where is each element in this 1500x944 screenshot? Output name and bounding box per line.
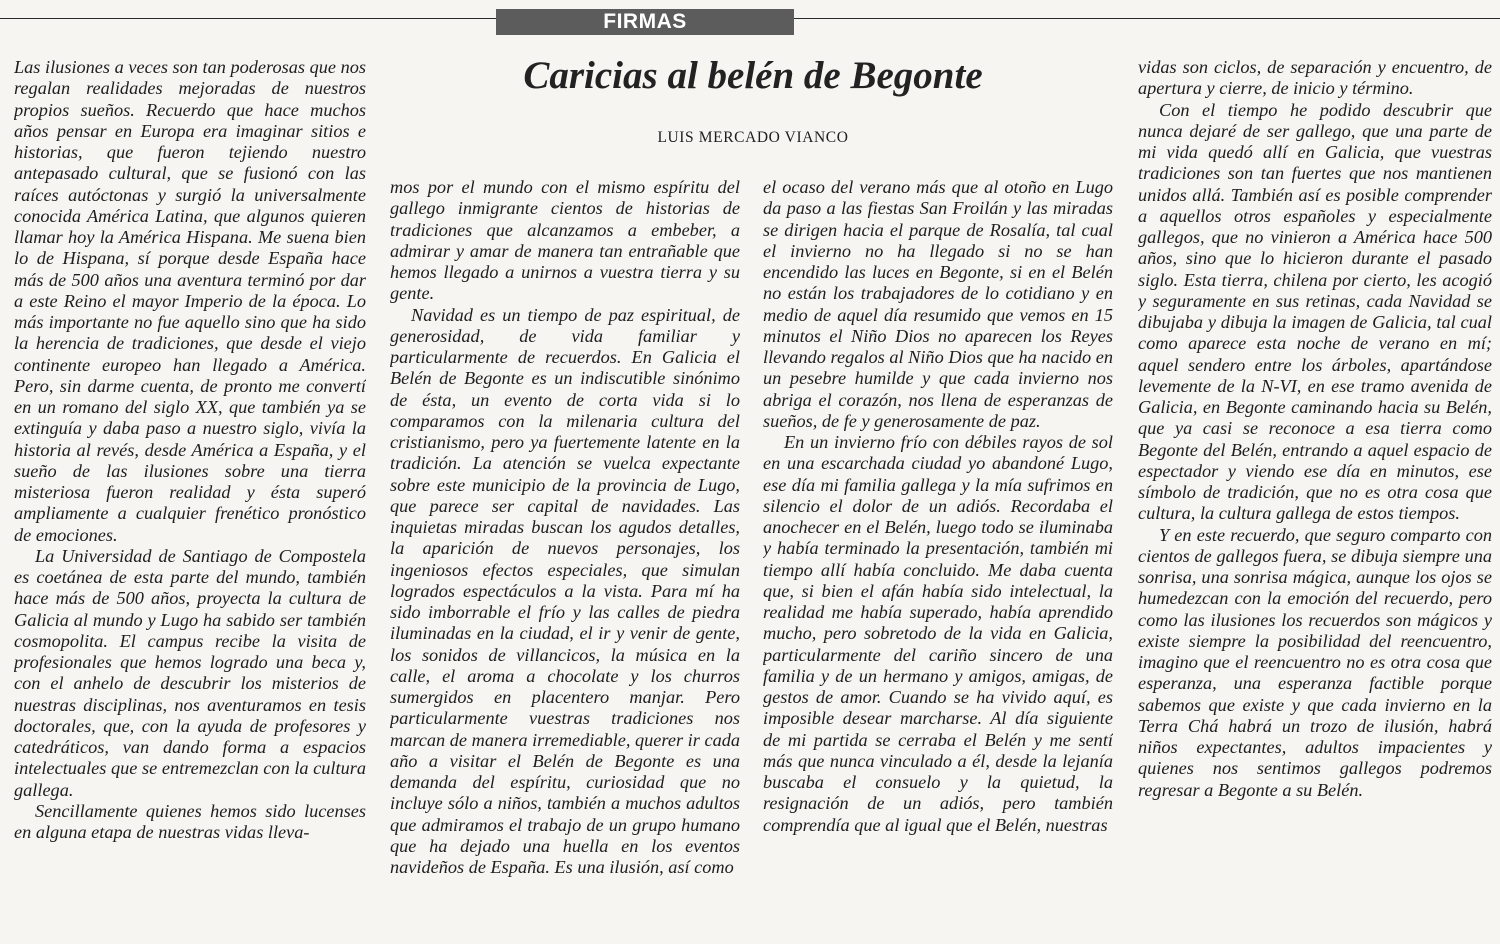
header-rule-right xyxy=(794,18,1500,19)
paragraph: mos por el mundo con el mismo espíritu del gallego inmigrante cientos de historias de tradiciones que alcanzamos a embeber, a admirar y amar de manera tan entrañable que hemos llegado a unirnos a vuestra tierra y su gente. xyxy=(390,177,740,304)
paragraph: Y en este recuerdo, que seguro comparto con cientos de gallegos fuera, se dibuja siempre una sonrisa, una sonrisa mágica, aunque los ojos se humedezcan con la emoción del recuerdo, pero como las ilusiones los recuerdos son mágicos y existe siempre la posibilidad del reencuentro, imagino que el reencuentro no es otra cosa que esperanza, una esperanza factible porque sabemos que existe y que cada invierno en la Terra Chá habrá un trozo de ilusión, habrá niños expectantes, adultos impacientes y quienes nos sentimos gallegos podremos regresar a Begonte a su Belén. xyxy=(1138,524,1492,800)
paragraph: En un invierno frío con débiles rayos de sol en una escarchada ciudad yo abandoné Lugo, ese día mi familia gallega y la mía sufrimos en silencio el dolor de un adiós. Recordaba el anochecer en el Belén, luego todo se iluminaba y había terminado la presentación, también mi tiempo allí había concluido. Me daba cuenta que, si bien el afán había sido intelectual, la realidad me había superado, había aprendido mucho, pero sobretodo de la vida en Galicia, particularmente del cariño sincero de una familia y de un hermano y amigos, amigas, de gestos de amor. Cuando se ha vivido aquí, es imposible desear marcharse. Al día siguiente de mi partida se cerraba el Belén y me sentí más que nunca vinculado a él, desde la lejanía buscaba el consuelo y la quietud, la resignación de un adiós, pero también comprendía que al igual que el Belén, nuestras xyxy=(763,432,1113,835)
paragraph: Navidad es un tiempo de paz espiritual, de generosidad, de vida familiar y particularmente de recuerdos. En Galicia el Belén de Begonte es un indiscutible sinónimo de ésta, un evento de corta vida si lo comparamos con la milenaria cultura del cristianismo, pero ya fuertemente latente en la tradición. La atención se vuelca expectante sobre este municipio de la provincia de Lugo, que parece ser capital de navidades. Las inquietas miradas buscan los agudos detalles, la aparición de nuevos personajes, los ingeniosos efectos especiales, que simulan logrados espectáculos a la vista. Para mí ha sido imborrable el frío y las calles de piedra iluminadas en la ciudad, el ir y venir de gente, los sonidos de villancicos, la música en la calle, el aroma a chocolate y los churros sumergidos en placentero manjar. Pero particularmente vuestras tradiciones nos marcan de manera irremediable, querer ir cada año a visitar el Belén de Begonte es una demanda del espíritu, curiosidad que no incluye sólo a niños, también a muchos adultos que admiramos el trabajo de un grupo humano que ha dejado una huella en los eventos navideños de España. Es una ilusión, así como xyxy=(390,304,740,877)
header-rule-left xyxy=(0,18,496,19)
article-column-4 xyxy=(1138,57,1492,942)
paragraph: Con el tiempo he podido descubrir que nunca dejaré de ser gallego, que una parte de mi vida quedó allí en Galicia, que vuestras tradiciones son tan fuertes que nos mantienen unidos allá. También así es posible comprender a aquellos otros españoles y especialmente gallegos, que no vinieron a América hace 500 años, sino que lo hicieron durante el pasado siglo. Esta tierra, chilena por cierto, les acogió y seguramente en sus retinas, cada Navidad se dibujaba y dibuja la imagen de Galicia, tal cual como aparece esta noche de verano en mí; aquel sendero entre los árboles, apartándose levemente de la N-VI, en ese tramo avenida de Galicia, en Begonte caminando hacia su Belén, que ya casi se reconoce a esa tierra como Begonte del Belén, entrando a aquel espacio de espectador y viendo ese día en minutos, ese símbolo de tradición, que no es otra cosa que cultura, la cultura gallega de estos tiempos. xyxy=(1138,99,1492,524)
article-headline: Caricias al belén de Begonte xyxy=(523,54,983,97)
paragraph: el ocaso del verano más que al otoño en Lugo da paso a las fiestas San Froilán y las miradas se dirigen hacia el parque de Rosalía, tal cual el invierno no ha llegado si no se han encendido las luces en Begonte, si en el Belén no están los trabajadores de lo cotidiano y en medio de aquel día resumido que vemos en 15 minutos el Niño Dios no aparecen los Reyes llevando regalos al Niño Dios que ha nacido en un pesebre humilde y que cada invierno nos abriga el corazón, nos llena de esperanzas de sueños, de fe y generosamente de paz. xyxy=(763,177,1113,431)
section-label: FIRMAS xyxy=(496,9,794,35)
paragraph: Sencillamente quienes hemos sido lucenses en alguna etapa de nuestras vidas lleva- xyxy=(14,800,366,842)
article-column-3 xyxy=(763,177,1113,942)
article-column-1 xyxy=(14,57,366,942)
article-byline: LUIS MERCADO VIANCO xyxy=(657,129,849,146)
paragraph: vidas son ciclos, de separación y encuentro, de apertura y cierre, de inicio y término. xyxy=(1138,57,1492,99)
article-column-2 xyxy=(390,177,740,942)
paragraph: La Universidad de Santiago de Compostela es coetánea de esta parte del mundo, también hace más de 500 años, proyecta la cultura de Galicia al mundo y Lugo ha sabido ser también cosmopolita. El campus recibe la visita de profesionales que hemos logrado una beca y, con el anhelo de descubrir los misterios de nuestras disciplinas, nos aventuramos en tesis doctorales, que, con la ayuda de profesores y catedráticos, van dando forma a espacios intelectuales que se entremezclan con la cultura gallega. xyxy=(14,545,366,800)
paragraph: Las ilusiones a veces son tan poderosas que nos regalan realidades mejoradas de nuestros propios sueños. Recuerdo que hace muchos años pensar en Europa era imaginar sitios e historias, que fueron tejiendo nuestro antepasado cultural, que se fusionó con las raíces autóctonas y surgió la universalmente conocida América Latina, que algunos quieren llamar hoy la América Hispana. Me suena bien lo de Hispana, sí porque desde España hace más de 500 años una aventura terminó por dar a este Reino el mayor Imperio de la época. Lo más importante no fue aquello sino que ha sido la herencia de tradiciones, que desde el viejo continente europeo han llegado a América. Pero, sin darme cuenta, de pronto me convertí en un romano del siglo XX, que también ya se extinguía y daba paso a nuestro siglo, vivía la historia al revés, desde América a España, y el sueño de las ilusiones sobre una tierra misteriosa fueron realidad y ésta superó ampliamente a cualquier frenético pronóstico de emociones. xyxy=(14,57,366,545)
